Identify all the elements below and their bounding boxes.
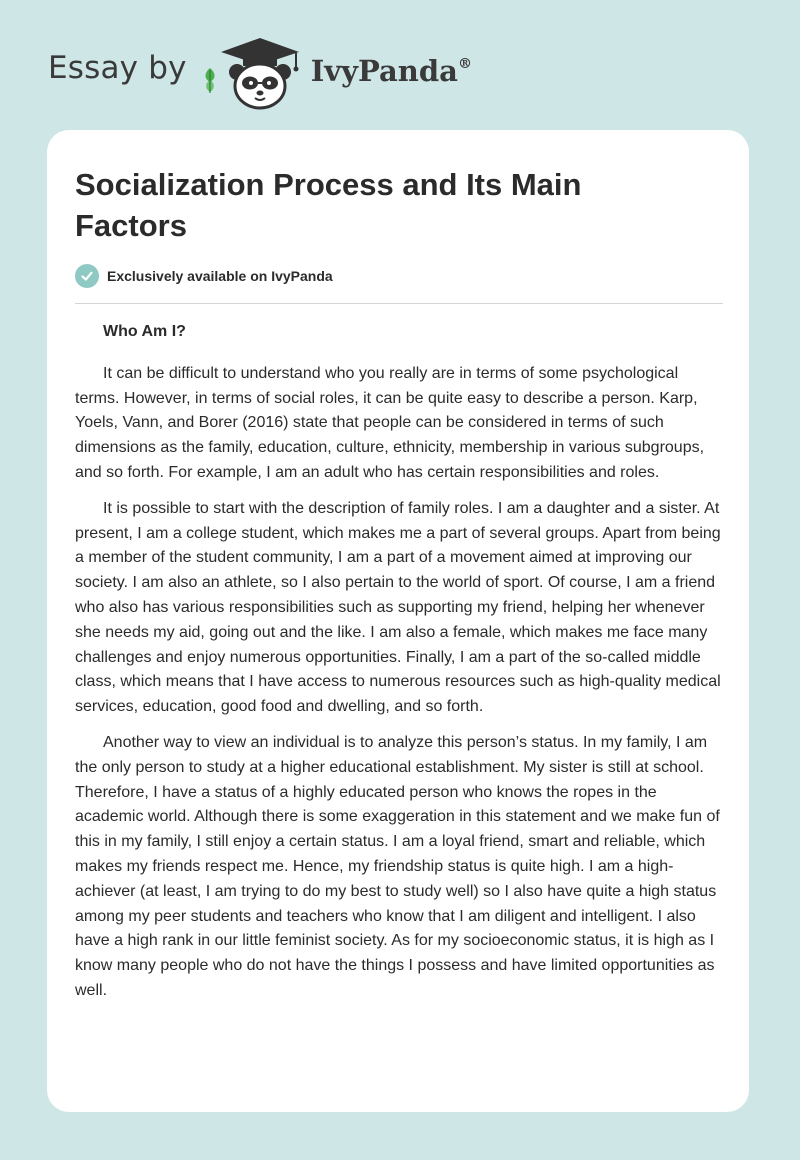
registered-mark: ® [457, 56, 472, 72]
essay-by-label: Essay by [48, 50, 187, 86]
paragraph: It can be difficult to understand who you really are in terms of some psychological terms. However, in terms of social roles, it can be quite easy to describe a person. Karp, Yoels, Vann, and Borer (2016) state that people can be considered in terms of such dimensions as the family, education, culture, ethnicity, membership in various subgroups, and so forth. For example, I am an adult who has certain responsibilities and roles. [75, 364, 705, 481]
brand-name[interactable] [311, 54, 472, 88]
paragraph: Another way to view an individual is to analyze this person’s status. In my family, I am the only person to study at a higher educational establishment. My sister is still at school. Therefore, I have a status of a highly educated person who knows the ropes in the academic world. Although there is some exaggeration in this statement and we make fun of this in my family, I still enjoy a certain status. I am a loyal friend, smart and reliable, which makes my friends respect me. Hence, my friendship status is quite high. I am a high-achiever (at least, I am trying to do my best to study well) so I also have quite a high status among my peer students and teachers who know that I am diligent and intelligent. I also have a high rank in our little feminist society. As for my socioeconomic status, it is high as I know many people who do not have the things I possess and have limited opportunities as well. [75, 733, 720, 999]
panda-graduate-icon[interactable] [217, 34, 303, 112]
paragraph: It is possible to start with the description of family roles. I am a daughter and a sister. At present, I am a college student, which makes me a part of several groups. Apart from being a member of the student community, I am a part of a movement aimed at improving our society. I am also an athlete, so I also pertain to the world of sport. Of course, I am a friend who also has various responsibilities such as supporting my friend, helping her whenever she needs my aid, going out and the like. I am also a female, which makes me face many challenges and enjoy numerous opportunities. Finally, I am a part of the so-called middle class, which means that I have access to numerous resources such as high-quality medical services, education, good food and dwelling, and so forth. [75, 499, 721, 716]
check-icon [75, 264, 99, 288]
brand-name-text: IvyPanda [310, 54, 458, 88]
site-header [48, 34, 472, 112]
section-heading: Who Am I? [103, 323, 186, 340]
exclusive-badge [75, 264, 333, 288]
essay-card [47, 130, 749, 1112]
essay-body [75, 320, 725, 1015]
divider [75, 303, 723, 304]
exclusive-label: Exclusively available on IvyPanda [107, 268, 333, 284]
page-title: Socialization Process and Its Main Factors [75, 167, 582, 243]
